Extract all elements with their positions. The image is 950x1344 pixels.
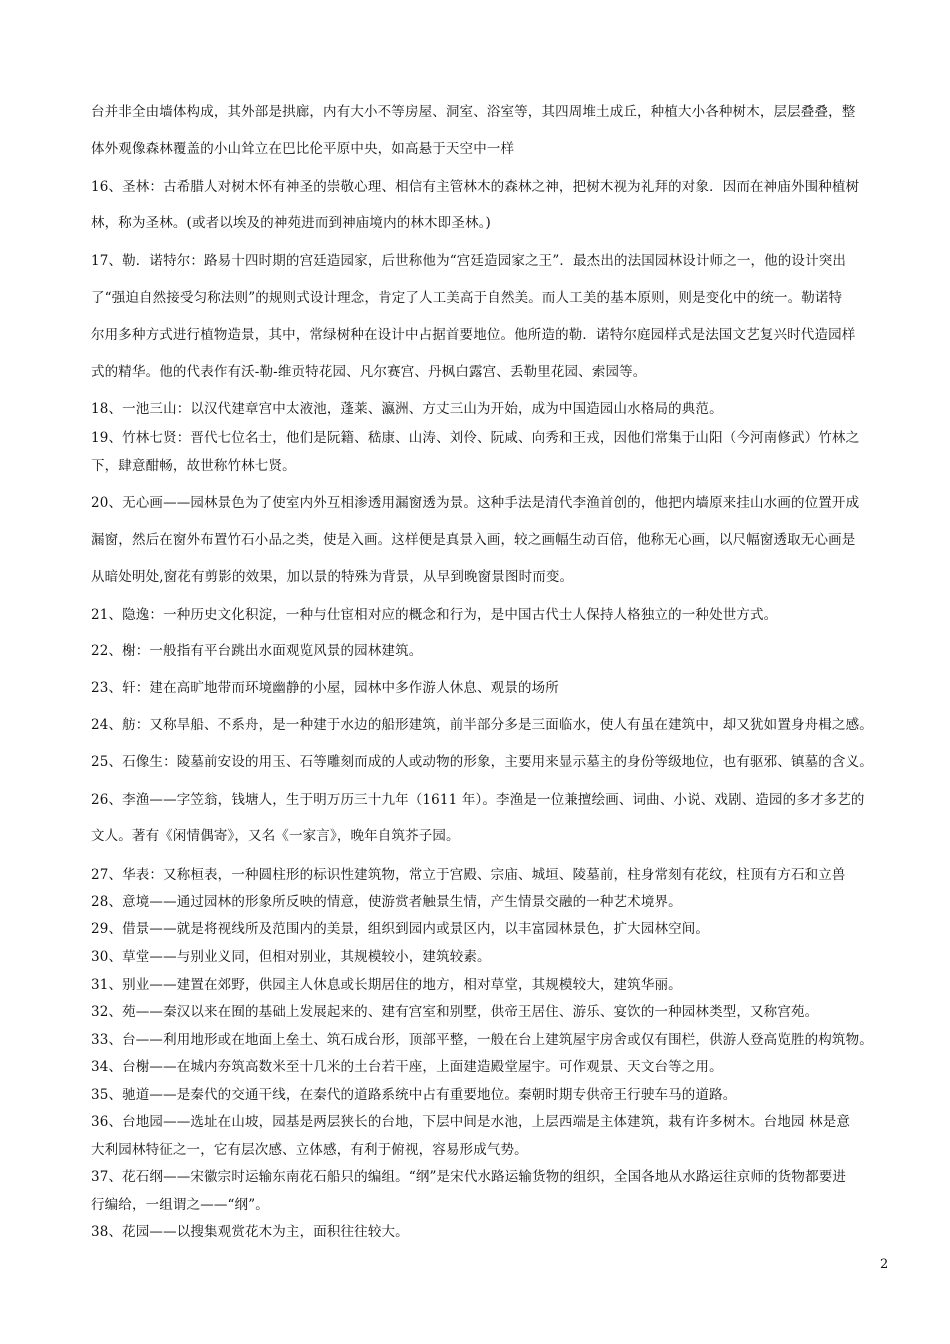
text-line: 38、花园——以搜集观赏花木为主，面积往往较大。 (91, 1224, 409, 1240)
text-line: 25、石像生：陵墓前安设的用玉、石等雕刻而成的人或动物的形象，主要用来显示墓主的身份等级地位，也有驱邪、镇墓的含义。 (91, 754, 873, 770)
text-line: 32、苑——秦汉以来在囿的基础上发展起来的、建有宫室和别墅，供帝王居住、游乐、宴饮的一种园林类型，又称宫苑。 (91, 1004, 819, 1020)
text-line: 体外观像森林覆盖的小山耸立在巴比伦平原中央，如高悬于天空中一样 (91, 141, 515, 157)
text-line: 31、别业——建置在郊野，供园主人休息或长期居住的地方，相对草堂，其规模较大，建筑华丽。 (91, 977, 682, 993)
text-line: 34、台榭——在城内夯筑高数米至十几米的土台若干座，上面建造殿堂屋宇。可作观景、天文台等之用。 (91, 1059, 723, 1075)
text-line: 27、华表：又称桓表，一种圆柱形的标识性建筑物，常立于宫殿、宗庙、城垣、陵墓前，柱身常刻有花纹，柱顶有方石和立兽 (91, 867, 846, 883)
text-line: 漏窗，然后在窗外布置竹石小品之类，使是入画。这样便是真景入画，较之画幅生动百倍，他称无心画，以尺幅窗透取无心画是 (91, 532, 856, 548)
text-line: 24、舫：又称旱船、不系舟，是一种建于水边的船形建筑，前半部分多是三面临水，使人有虽在建筑中，却又犹如置身舟楫之感。 (91, 717, 873, 733)
text-line: 22、榭：一般指有平台跳出水面观览风景的园林建筑。 (91, 643, 423, 659)
text-line: 16、圣林：古希腊人对树木怀有神圣的崇敬心理、相信有主管林木的森林之神，把树木视为礼拜的对象．因而在神庙外围种植树 (91, 179, 860, 195)
text-line: 18、一池三山：以汉代建章宫中太液池，蓬莱、瀛洲、方丈三山为开始，成为中国造园山水格局的典范。 (91, 401, 723, 417)
text-line: 19、竹林七贤：晋代七位名士，他们是阮籍、嵇康、山涛、刘伶、阮咸、向秀和王戎，因他们常集于山阳（今河南修武）竹林之 (91, 430, 860, 446)
text-line: 大利园林特征之一，它有层次感、立体感，有利于俯视，容易形成气势。 (91, 1142, 528, 1158)
text-line: 文人。著有《闲情偶寄》，又名《一家言》，晚年自筑芥子园。 (91, 828, 460, 844)
text-line: 20、无心画——园林景色为了使室内外互相渗透用漏窗透为景。这种手法是清代李渔首创的，他把内墙原来挂山水画的位置开成 (91, 495, 860, 511)
text-line: 林，称为圣林。(或者以埃及的神苑进而到神庙境内的林木即圣林。) (91, 215, 491, 231)
text-line: 式的精华。他的代表作有沃-勒-维贡特花园、凡尔赛宫、丹枫白露宫、丢勒里花园、索园等。 (91, 364, 647, 380)
text-line: 从暗处明处,窗花有剪影的效果，加以景的特殊为背景，从早到晚窗景图时而变。 (91, 569, 574, 585)
text-line: 35、驰道——是秦代的交通干线，在秦代的道路系统中占有重要地位。秦朝时期专供帝王行驶车马的道路。 (91, 1087, 737, 1103)
page-number: 2 (880, 1257, 889, 1272)
text-line: 30、草堂——与别业义同，但相对别业，其规模较小，建筑较素。 (91, 949, 491, 965)
text-line: 21、隐逸：一种历史文化积淀，一种与仕宦相对应的概念和行为，是中国古代士人保持人格独立的一种处世方式。 (91, 607, 778, 623)
text-line: 尔用多种方式进行植物造景，其中，常绿树种在设计中占据首要地位。他所造的勒．诺特尔庭园样式是法国文艺复兴时代造园样 (91, 327, 856, 343)
text-line: 了“强迫自然接受匀称法则”的规则式设计理念，肯定了人工美高于自然美。而人工美的基本原则，则是变化中的统一。勒诺特 (91, 290, 843, 306)
text-line: 行编给，一组谓之——“纲”。 (91, 1197, 269, 1213)
text-line: 29、借景——就是将视线所及范围内的美景，组织到园内或景区内，以丰富园林景色，扩大园林空间。 (91, 921, 710, 937)
text-line: 26、李渔——字笠翁，钱塘人，生于明万历三十九年（1611 年）。李渔是一位兼擅绘画、词曲、小说、戏剧、造园的多才多艺的 (91, 792, 865, 808)
text-line: 33、台——利用地形或在地面上垒土、筑石成台形，顶部平整，一般在台上建筑屋宇房舍或仅有围栏，供游人登高览胜的构筑物。 (91, 1032, 873, 1048)
text-line: 23、轩：建在高旷地带而环境幽静的小屋，园林中多作游人休息、观景的场所 (91, 680, 559, 696)
text-line: 17、勒．诺特尔：路易十四时期的宫廷造园家，后世称他为“宫廷造园家之王”．最杰出的法国园林设计师之一，他的设计突出 (91, 253, 847, 269)
text-line: 37、花石纲——宋徽宗时运输东南花石船只的编组。“纲”是宋代水路运输货物的组织，全国各地从水路运往京师的货物都要进 (91, 1169, 847, 1185)
text-line: 下，肆意酣畅，故世称竹林七贤。 (91, 458, 296, 474)
text-line: 36、台地园——选址在山坡，园基是两层狭长的台地，下层中间是水池，上层西端是主体建筑，栽有许多树木。台地园 林是意 (91, 1114, 851, 1130)
text-line: 28、意境——通过园林的形象所反映的情意，使游赏者触景生情，产生情景交融的一种艺术境界。 (91, 894, 682, 910)
text-line: 台并非全由墙体构成，其外部是拱廊，内有大小不等房屋、洞室、浴室等，其四周堆土成丘，种植大小各种树木，层层叠叠，整 (91, 104, 856, 120)
